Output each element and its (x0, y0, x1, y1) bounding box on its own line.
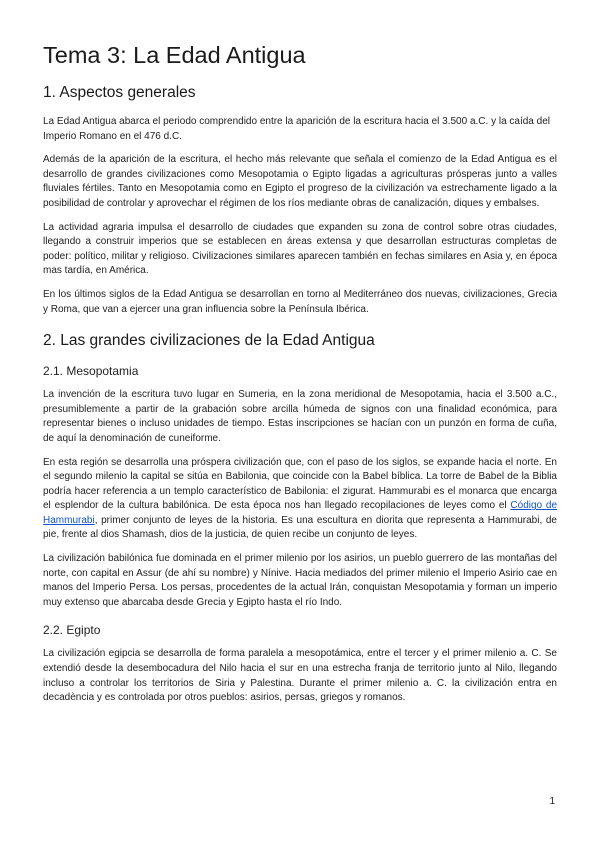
subsection-heading-mesopotamia: 2.1. Mesopotamia (43, 364, 139, 379)
paragraph-text: , primer conjunto de leyes de la historia. Es una escultura en diorita que representa a Hammurabi, de pie, frente al dios Shamash, dios de la justicia, de quien recibe un conjunto de leyes. (43, 514, 557, 541)
document-body (43, 40, 557, 715)
paragraph: La invención de la escritura tuvo lugar en Sumeria, en la zona meridional de Mesopotamia, hacia el 3.500 a.C., presumiblemente a partir de la grabación sobre arcilla húmeda de signos con una finalidad económica, para representar bienes o incluso unidades de tiempo. Estas inscripciones se hacían con un punzón en forma de cuña, de aquí la denominación de cuneiforme. (43, 389, 557, 444)
paragraph: La civilización babilónica fue dominada en el primer milenio por los asirios, un pueblo guerrero de las montañas del norte, con capital en Assur (de ahí su nombre) y Nínive. Hacia mediados del primer milenio el Imperio Asirio cae en manos del Imperio Persa. Los persas, procedentes de la actual Irán, conquistan Mesopotamia y forman un imperio muy extenso que abarcaba desde Grecia y Egipto hasta el río Indo. (43, 553, 557, 608)
subsection-heading-egipto: 2.2. Egipto (43, 623, 101, 638)
codigo-hammurabi-link[interactable]: Código de Hammurabi (43, 500, 558, 526)
section-heading-civilizaciones: 2. Las grandes civilizaciones de la Edad Antigua (43, 332, 375, 350)
paragraph: En los últimos siglos de la Edad Antigua se desarrollan en torno al Mediterráneo dos nuevas, civilizaciones, Grecia y Roma, que van a ejercer una gran influencia sobre la Península Ibérica. (43, 288, 557, 315)
paragraph: La civilización egipcia se desarrolla de forma paralela a mesopotámica, entre el tercer y el primer milenio a. C. Se extendió desde la desembocadura del Nilo hacia el sur en una estrecha franja de territorio junto al Nilo, llegando incluso a controlar los territorios de Siria y Palestina. Durante el primer milenio a. C. la civilización entra en decadència y es controlada por otros pueblos: asirios, persas, griegos y romanos. (43, 648, 557, 704)
paragraph: La Edad Antigua abarca el periodo comprendido entre la aparición de la escritura hacia el 3.500 a.C. y la caída del Imperio Romano en el 476 d.C. (43, 116, 550, 142)
paragraph-with-link (43, 456, 557, 544)
section-heading-aspectos: 1. Aspectos generales (43, 84, 196, 101)
page-number: 1 (549, 796, 555, 807)
paragraph: Además de la aparición de la escritura, el hecho más relevante que señala el comienzo de la Edad Antigua es el desarrollo de grandes civilizaciones como Mesopotamia o Egipto ligadas a agriculturas prósperas junto a valles fluviales fértiles. Tanto en Mesopotamia como en Egipto el progreso de la civilización va estrechamente ligado a la posibilidad de controlar y aprovechar el régimen de los ríos mediante obras de canalización, diques y embalses. (43, 154, 557, 209)
paragraph-text: En esta región se desarrolla una próspera civilización que, con el paso de los siglos, se expande hacia el norte. En el segundo milenio la capital se sitúa en Babilonia, que coincide con la Babel bíblica. La torre de Babel de la Biblia podría hacer referencia a un templo característico de Babilonia: el zigurat. Hammurabi es el monarca que encarga el esplendor de la cultura babilónica. De esta época nos han llegado recopilaciones de leyes como el (43, 456, 557, 512)
paragraph: La actividad agraria impulsa el desarrollo de ciudades que expanden su zona de control sobre otras ciudades, llegando a construir imperios que se establecen en áreas extensa y que desarrollan estructuras completas de poder: político, militar y religioso. Civilizaciones similares aparecen también en fechas similares en Asia y, en época mas tardía, en América. (43, 221, 557, 277)
page-title: Tema 3: La Edad Antigua (43, 42, 306, 68)
